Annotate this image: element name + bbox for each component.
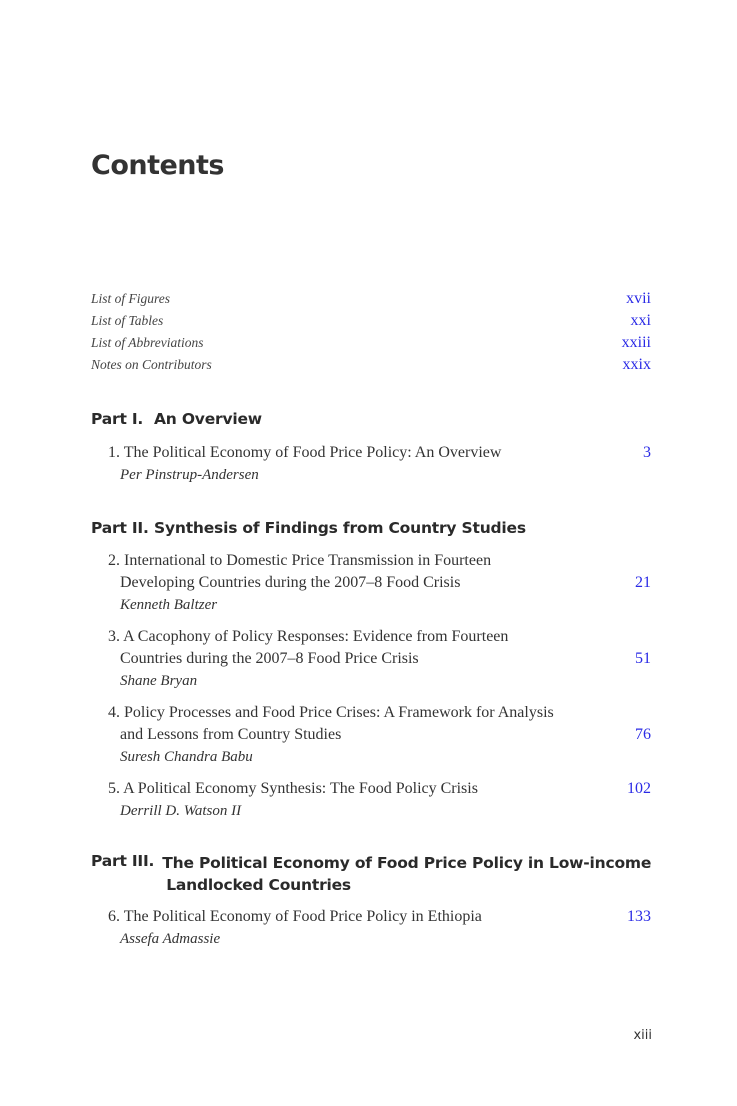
toc-entry-chapter-3 xyxy=(100,626,651,692)
toc-entry-chapter-1 xyxy=(100,442,651,486)
toc-entry-list-of-abbreviations xyxy=(91,334,651,355)
part-number: Part II. xyxy=(91,519,149,537)
chapter-number: 1. xyxy=(108,444,120,461)
toc-entry-list-of-tables xyxy=(91,312,651,333)
chapter-author: Assefa Admassie xyxy=(120,931,221,947)
page-link[interactable]: 133 xyxy=(627,908,651,925)
part-heading xyxy=(91,852,651,896)
page-number: xiii xyxy=(633,1028,652,1043)
chapter-author: Suresh Chandra Babu xyxy=(120,749,253,765)
chapter-title: A Cacophony of Policy Responses: Evidence from Fourteen xyxy=(123,628,509,645)
entry-label: List of Abbreviations xyxy=(91,335,204,350)
page-link[interactable]: 3 xyxy=(643,444,651,461)
toc-entry-chapter-6 xyxy=(100,906,651,950)
chapter-author: Per Pinstrup-Andersen xyxy=(120,467,259,483)
part-number: Part I. xyxy=(91,410,144,428)
page-link[interactable]: xvii xyxy=(626,290,651,307)
entry-label: List of Figures xyxy=(91,291,171,306)
chapter-title: The Political Economy of Food Price Policy: An Overview xyxy=(123,444,502,461)
entry-label: List of Tables xyxy=(91,313,164,328)
page-link[interactable]: xxiii xyxy=(621,334,651,351)
page-link[interactable]: 21 xyxy=(635,574,651,591)
part-title: An Overview xyxy=(154,410,262,428)
chapter-number: 5. xyxy=(108,780,120,797)
page-link[interactable]: 102 xyxy=(627,780,651,797)
chapter-author: Shane Bryan xyxy=(120,673,198,689)
chapter-title: The Political Economy of Food Price Policy in Ethiopia xyxy=(123,908,482,925)
part-number: Part III. xyxy=(91,852,155,870)
chapter-number: 4. xyxy=(108,704,120,721)
chapter-author: Kenneth Baltzer xyxy=(120,597,218,613)
chapter-title-cont: Developing Countries during the 2007–8 Food Crisis xyxy=(120,574,461,591)
page-link[interactable]: 51 xyxy=(635,650,651,667)
chapter-title-cont: and Lessons from Country Studies xyxy=(120,726,342,743)
chapter-number: 6. xyxy=(108,908,120,925)
part-heading xyxy=(91,410,262,428)
page-link[interactable]: xxi xyxy=(630,312,651,329)
chapter-number: 3. xyxy=(108,628,120,645)
chapter-title: International to Domestic Price Transmission in Fourteen xyxy=(124,552,492,569)
part-title: Synthesis of Findings from Country Studies xyxy=(154,519,526,537)
part-title: The Political Economy of Food Price Policy in Low-income xyxy=(162,854,652,872)
page-title: Contents xyxy=(91,150,225,181)
chapter-title: A Political Economy Synthesis: The Food Policy Crisis xyxy=(123,780,478,797)
chapter-author: Derrill D. Watson II xyxy=(120,803,242,819)
chapter-title-cont: Countries during the 2007–8 Food Price Crisis xyxy=(120,650,419,667)
entry-label: Notes on Contributors xyxy=(91,357,212,372)
part-title-cont: Landlocked Countries xyxy=(166,876,351,894)
chapter-number: 2. xyxy=(108,552,120,569)
page-link[interactable]: 76 xyxy=(635,726,651,743)
page-link[interactable]: xxix xyxy=(622,356,651,373)
toc-entry-chapter-5 xyxy=(100,778,651,822)
toc-entry-list-of-figures xyxy=(91,290,651,311)
part-heading xyxy=(91,519,526,537)
chapter-title: Policy Processes and Food Price Crises: A Framework for Analysis xyxy=(124,704,554,721)
toc-entry-chapter-2 xyxy=(100,550,651,616)
toc-entry-chapter-4 xyxy=(100,702,651,768)
toc-entry-notes-on-contributors xyxy=(91,356,651,377)
